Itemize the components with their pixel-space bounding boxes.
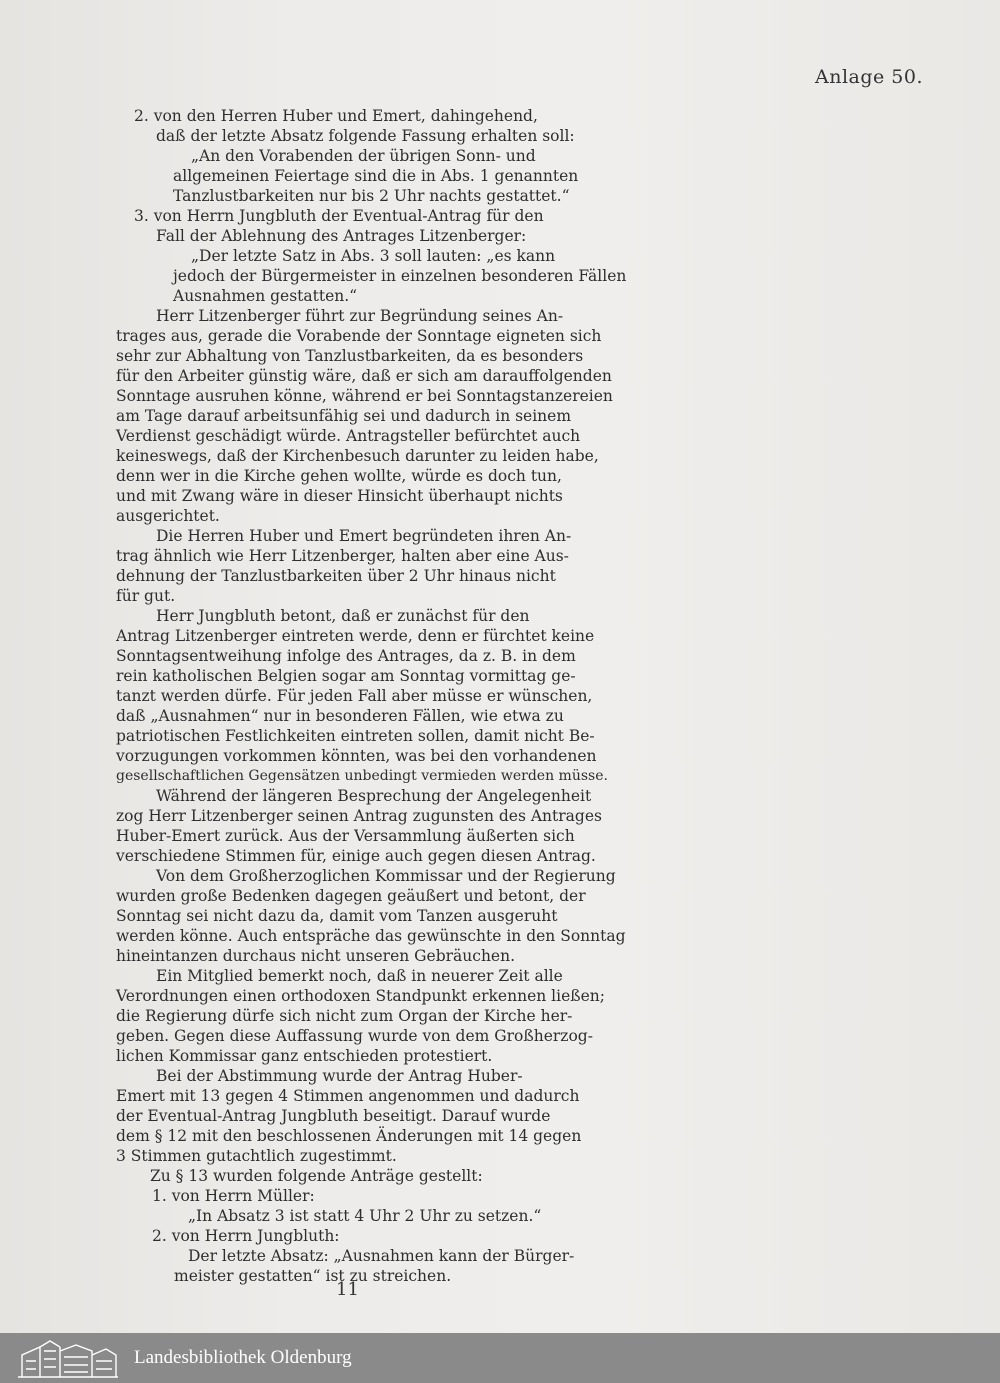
text-line: werden könne. Auch entspräche das gewünschte in den Sonntag — [116, 927, 626, 945]
text-line: jedoch der Bürgermeister in einzelnen besonderen Fällen — [173, 267, 627, 285]
text-line: allgemeinen Feiertage sind die in Abs. 1 genannten — [173, 167, 579, 185]
text-line: Herr Litzenberger führt zur Begründung seines An- — [156, 307, 564, 325]
text-line: ausgerichtet. — [116, 507, 220, 525]
footer-bar — [0, 1333, 1000, 1383]
text-line: Zu § 13 wurden folgende Anträge gestellt: — [150, 1167, 483, 1185]
text-line: tanzt werden dürfe. Für jeden Fall aber müsse er wünschen, — [116, 687, 593, 705]
text-line: 2. von Herrn Jungbluth: — [152, 1227, 340, 1245]
text-line: rein katholischen Belgien sogar am Sonntag vormittag ge- — [116, 667, 576, 685]
text-line: dem § 12 mit den beschlossenen Änderungen mit 14 gegen — [116, 1127, 582, 1145]
text-line: 3. von Herrn Jungbluth der Eventual-Antrag für den — [134, 207, 544, 225]
library-building-icon — [16, 1337, 120, 1379]
text-line: vorzugungen vorkommen könnten, was bei den vorhandenen — [116, 747, 597, 765]
text-line: trag ähnlich wie Herr Litzenberger, halten aber eine Aus- — [116, 547, 569, 565]
text-line: Herr Jungbluth betont, daß er zunächst für den — [156, 607, 530, 625]
text-line: am Tage darauf arbeitsunfähig sei und dadurch in seinem — [116, 407, 572, 425]
text-line: Der letzte Absatz: „Ausnahmen kann der Bürger- — [188, 1247, 575, 1265]
text-line: 3 Stimmen gutachtlich zugestimmt. — [116, 1147, 397, 1165]
text-line: der Eventual-Antrag Jungbluth beseitigt. Darauf wurde — [116, 1107, 551, 1125]
text-line: „Der letzte Satz in Abs. 3 soll lauten: „es kann — [191, 247, 556, 265]
text-line: „In Absatz 3 ist statt 4 Uhr 2 Uhr zu setzen.“ — [188, 1207, 542, 1225]
text-line: wurden große Bedenken dagegen geäußert und betont, der — [116, 887, 586, 905]
text-line: daß „Ausnahmen“ nur in besonderen Fällen, wie etwa zu — [116, 707, 564, 725]
text-line: trages aus, gerade die Vorabende der Sonntage eigneten sich — [116, 327, 602, 345]
text-line: Sonntage ausruhen könne, während er bei Sonntagstanzereien — [116, 387, 613, 405]
text-line: gesellschaftlichen Gegensätzen unbedingt vermieden werden müsse. — [116, 768, 608, 784]
text-line: Antrag Litzenberger eintreten werde, denn er fürchtet keine — [116, 627, 595, 645]
text-line: 1. von Herrn Müller: — [152, 1187, 315, 1205]
text-line: Verordnungen einen orthodoxen Standpunkt erkennen ließen; — [116, 987, 605, 1005]
text-line: Ausnahmen gestatten.“ — [173, 287, 358, 305]
text-line: Emert mit 13 gegen 4 Stimmen angenommen und dadurch — [116, 1087, 580, 1105]
text-line: patriotischen Festlichkeiten eintreten sollen, damit nicht Be- — [116, 727, 595, 745]
library-name: Landesbibliothek Oldenburg — [134, 1347, 352, 1368]
text-line: dehnung der Tanzlustbarkeiten über 2 Uhr hinaus nicht — [116, 567, 556, 585]
text-line: verschiedene Stimmen für, einige auch gegen diesen Antrag. — [116, 847, 596, 865]
text-line: Tanzlustbarkeiten nur bis 2 Uhr nachts gestattet.“ — [173, 187, 570, 205]
text-line: die Regierung dürfe sich nicht zum Organ der Kirche her- — [116, 1007, 573, 1025]
text-line: Die Herren Huber und Emert begründeten ihren An- — [156, 527, 572, 545]
text-line: hineintanzen durchaus nicht unseren Gebräuchen. — [116, 947, 516, 965]
text-line: für gut. — [116, 587, 176, 605]
text-line: denn wer in die Kirche gehen wollte, würde es doch tun, — [116, 467, 562, 485]
text-line: und mit Zwang wäre in dieser Hinsicht überhaupt nichts — [116, 487, 563, 505]
text-line: 2. von den Herren Huber und Emert, dahingehend, — [134, 107, 538, 125]
text-line: keineswegs, daß der Kirchenbesuch darunter zu leiden habe, — [116, 447, 599, 465]
text-line: zog Herr Litzenberger seinen Antrag zugunsten des Antrages — [116, 807, 602, 825]
text-line: lichen Kommissar ganz entschieden protestiert. — [116, 1047, 493, 1065]
text-line: Ein Mitglied bemerkt noch, daß in neuerer Zeit alle — [156, 967, 563, 985]
text-line: Huber-Emert zurück. Aus der Versammlung äußerten sich — [116, 827, 575, 845]
text-line: Verdienst geschädigt würde. Antragsteller befürchtet auch — [116, 427, 581, 445]
text-line: meister gestatten“ ist zu streichen. — [174, 1267, 452, 1285]
text-line: Fall der Ablehnung des Antrages Litzenberger: — [156, 227, 527, 245]
text-line: Während der längeren Besprechung der Angelegenheit — [156, 787, 592, 805]
annex-label: Anlage 50. — [815, 66, 924, 88]
text-line: sehr zur Abhaltung von Tanzlustbarkeiten, da es besonders — [116, 347, 584, 365]
text-line: geben. Gegen diese Auffassung wurde von dem Großherzog- — [116, 1027, 593, 1045]
text-line: Bei der Abstimmung wurde der Antrag Huber- — [156, 1067, 523, 1085]
text-line: daß der letzte Absatz folgende Fassung erhalten soll: — [156, 127, 575, 145]
text-line: Sonntagsentweihung infolge des Antrages, da z. B. in dem — [116, 647, 576, 665]
page-number: 11 — [336, 1279, 359, 1300]
text-line: für den Arbeiter günstig wäre, daß er sich am darauffolgenden — [116, 367, 612, 385]
text-line: Von dem Großherzoglichen Kommissar und der Regierung — [156, 867, 616, 885]
text-line: Sonntag sei nicht dazu da, damit vom Tanzen ausgeruht — [116, 907, 558, 925]
text-line: „An den Vorabenden der übrigen Sonn- und — [191, 147, 536, 165]
